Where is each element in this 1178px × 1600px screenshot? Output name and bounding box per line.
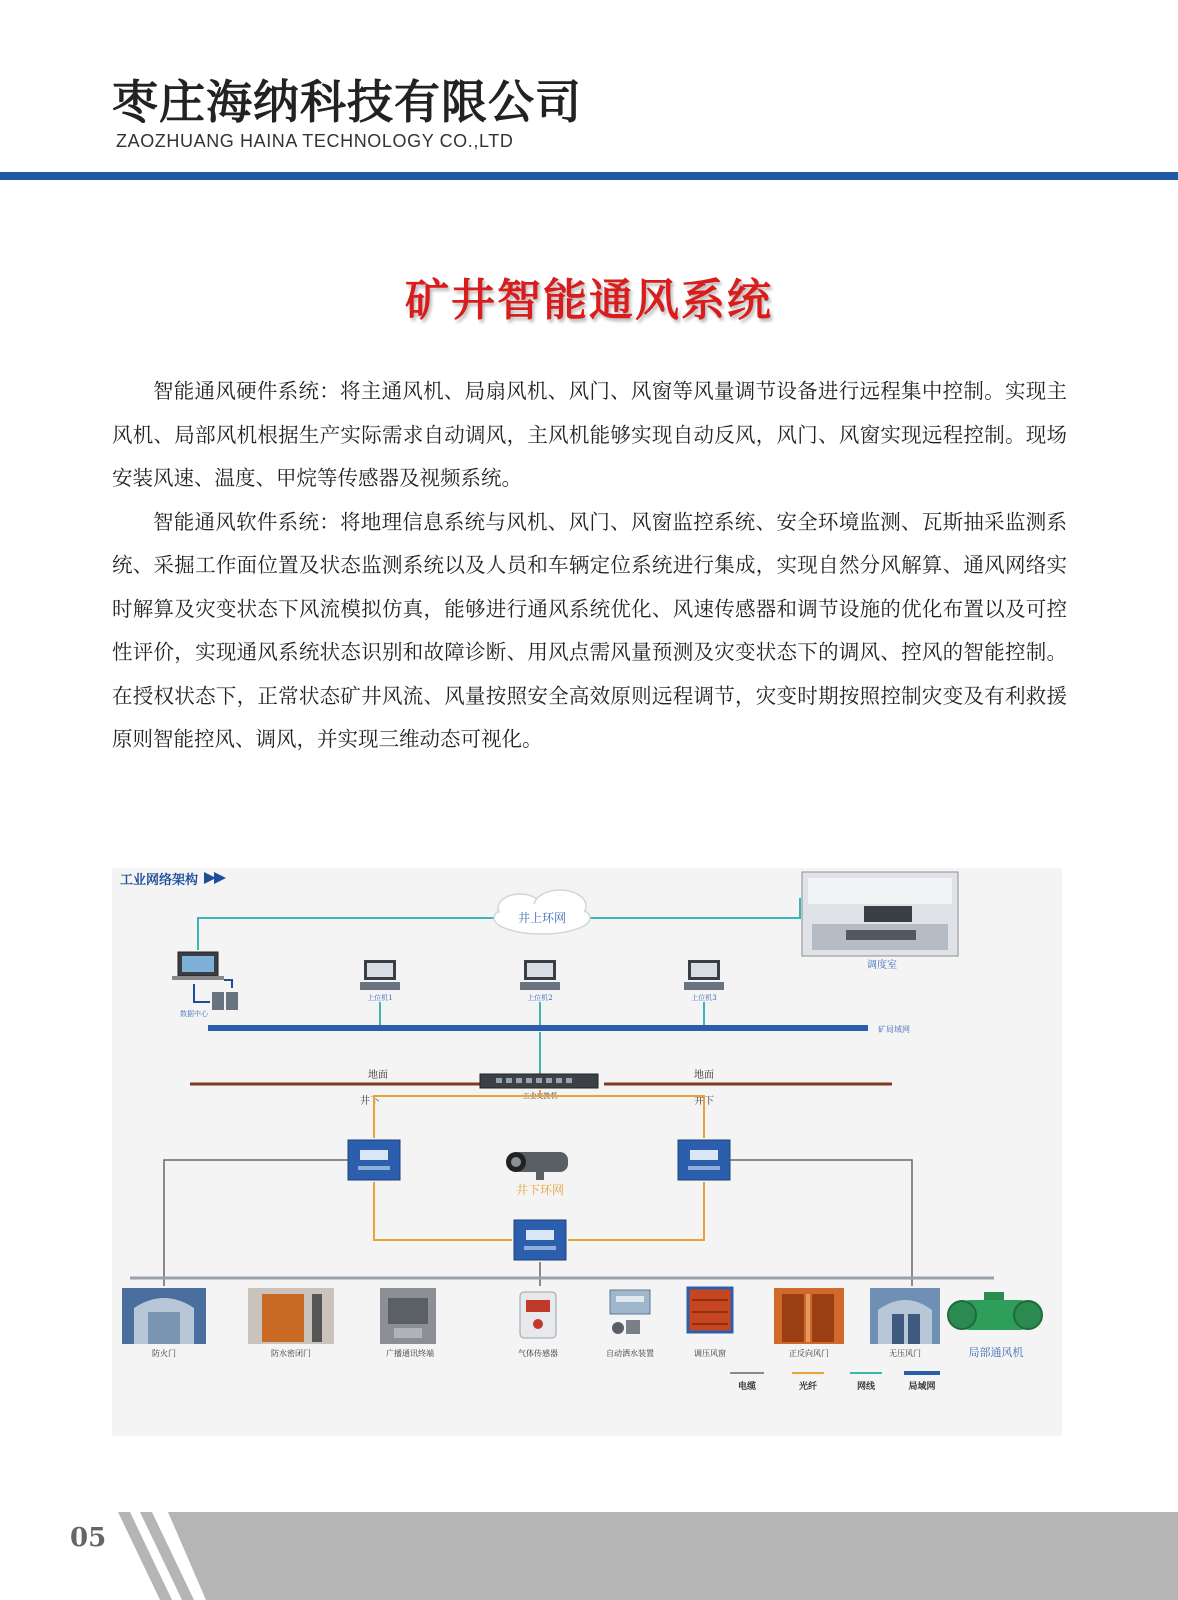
legend-network: 网线: [856, 1382, 876, 1392]
device-label-6: 调压风窗: [694, 1349, 726, 1358]
header-rule: [0, 172, 1178, 180]
fire-door-icon: [122, 1288, 206, 1344]
footer-gray-band: [168, 1512, 1178, 1600]
pressure-window-icon: [688, 1288, 732, 1332]
device-label-8: 无压风门: [889, 1349, 921, 1358]
ground-label-right: 地面: [694, 1070, 714, 1081]
camera-icon: [506, 1152, 568, 1180]
device-label-3: 广播通讯终端: [386, 1349, 434, 1358]
underground-label-right: 井下: [694, 1096, 714, 1107]
data-center-label: 数据中心: [180, 1010, 208, 1018]
industrial-switch-icon: [480, 1074, 598, 1088]
host-computer-2-icon: [520, 960, 560, 990]
fiber-switch-left: [374, 1090, 540, 1138]
host-computer-1-icon: [360, 960, 400, 990]
local-fan-icon: [948, 1292, 1042, 1330]
device-label-9: 局部通风机: [968, 1346, 1024, 1359]
page-title: 矿井智能通风系统: [405, 275, 773, 326]
underground-label-left: 井下: [360, 1096, 380, 1107]
paragraph-hardware: 智能通风硬件系统：将主通风机、局扇风机、风门、风窗等风量调节设备进行远程集中控制。实现主风机、局部风机根据生产实际需求自动调风，主风机能够实现自动反风，风门、风窗实现远程控制。现场安装风速、温度、甲烷等传感器及视频系统。: [112, 379, 1067, 490]
broadcast-terminal-icon: [380, 1288, 436, 1344]
gas-sensor-icon: [520, 1292, 556, 1338]
company-name-english: ZAOZHUANG HAINA TECHNOLOGY CO.,LTD: [116, 131, 514, 151]
footer-band: [0, 1512, 1178, 1600]
control-room-image: [802, 872, 958, 956]
device-label-4: 气体传感器: [518, 1349, 558, 1358]
device-label-5: 自动洒水装置: [606, 1349, 654, 1358]
reversible-air-door-icon: [774, 1288, 844, 1344]
host-1-label: 上位机1: [367, 994, 393, 1002]
laptop-icon: [172, 952, 224, 980]
ground-label-left: 地面: [368, 1070, 388, 1081]
ring-controller-right-icon: [678, 1140, 730, 1180]
body-text: [112, 370, 1067, 762]
fiber-ring-left: [374, 1182, 512, 1240]
pressureless-air-door-icon: [870, 1288, 940, 1344]
host-computer-3-icon: [684, 960, 724, 990]
ring-top-label: 井上环网: [517, 911, 567, 925]
lan-label: 矿局域网: [878, 1025, 910, 1034]
ring-controller-bottom-icon: [514, 1220, 566, 1260]
device-label-7: 正反向风门: [789, 1349, 829, 1358]
network-diagram: [112, 868, 1062, 1436]
server-icon: [194, 980, 238, 1010]
legend-lan: 局域网: [908, 1382, 936, 1392]
page-number: 05: [70, 1523, 107, 1553]
device-label-2: 防水密闭门: [271, 1349, 311, 1358]
diagram-title: 工业网络架构: [120, 873, 199, 888]
host-3-label: 上位机3: [691, 994, 717, 1002]
ring-controller-left-icon: [348, 1140, 400, 1180]
sprinkler-device-icon: [610, 1290, 650, 1334]
paragraph-software: 智能通风软件系统：将地理信息系统与风机、风门、风窗监控系统、安全环境监测、瓦斯抽采监测系统、采掘工作面位置及状态监测系统以及人员和车辆定位系统进行集成，实现自然分风解算、通风网络实时解算及灾变状态下风流模拟仿真，能够进行通风系统优化、风速传感器和调节设施的优化布置以及可控性评价，实现通风系统状态识别和故障诊断、用风点需风量预测及灾变状态下的调风、控风的智能控制。在授权状态下，正常状态矿井风流、风量按照安全高效原则远程调节，灾变时期按照控制灾变及有利救援原则智能控风、调风，并实现三维动态可视化。: [112, 509, 1067, 751]
control-room-label: 调度室: [867, 960, 897, 971]
switch-label: 工业交换机: [522, 1092, 558, 1100]
host-2-label: 上位机2: [527, 994, 553, 1002]
device-label-1: 防火门: [152, 1349, 176, 1358]
waterproof-door-icon: [248, 1288, 334, 1344]
cable-left: [164, 1160, 348, 1286]
ring-bottom-label: 井下环网: [515, 1183, 565, 1197]
legend-cable: 电缆: [737, 1382, 757, 1392]
cable-right: [730, 1160, 912, 1286]
company-name: 枣庄海纳科技有限公司: [112, 75, 582, 129]
fiber-switch-right: [540, 1096, 704, 1138]
double-arrow-icon: [204, 872, 226, 884]
legend-fiber: 光纤: [798, 1382, 818, 1392]
fiber-ring-right: [568, 1182, 704, 1240]
